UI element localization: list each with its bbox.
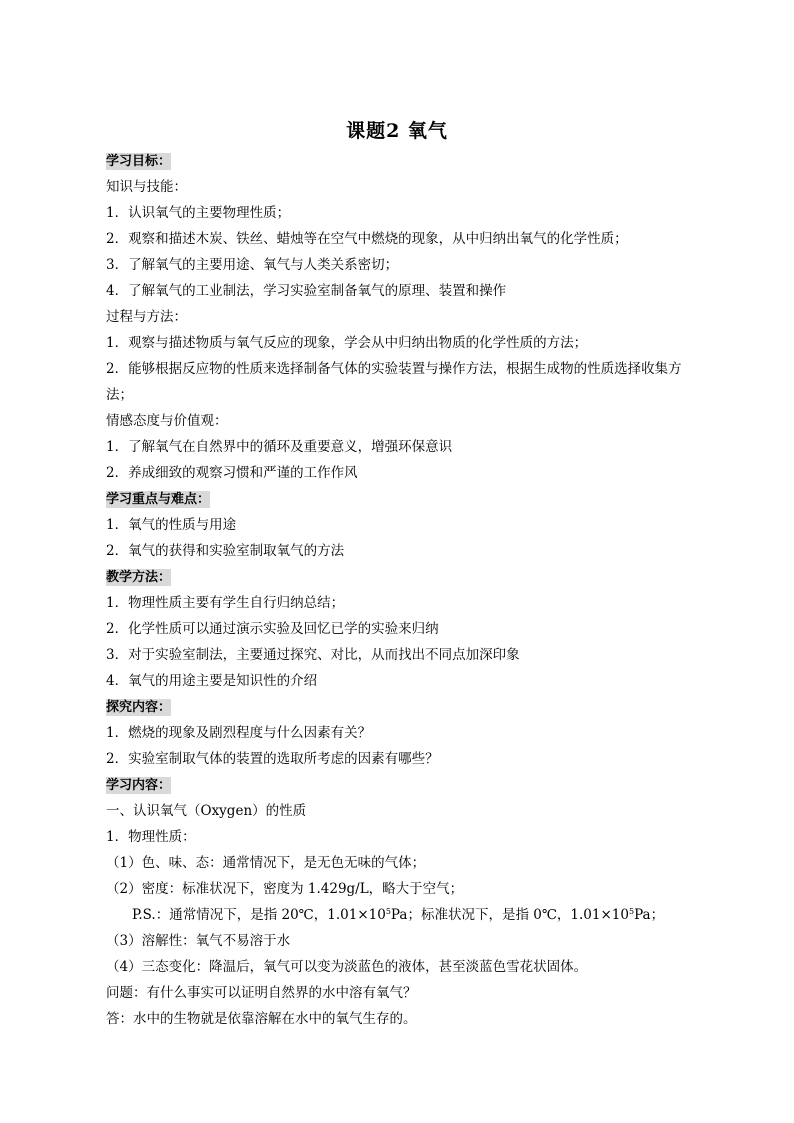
key-item: 1．氧气的性质与用途 <box>106 517 237 533</box>
explore-item: 2．实验室制取气体的装置的选取所考虑的因素有哪些？ <box>106 751 439 767</box>
attitude-item: 1．了解氧气在自然界中的循环及重要意义，增强环保意识 <box>106 439 453 455</box>
physical-properties-heading: 1．物理性质： <box>106 829 196 845</box>
subheading-attitude: 情感态度与价值观： <box>106 413 228 429</box>
knowledge-item: 2．观察和描述木炭、铁丝、蜡烛等在空气中燃烧的现象，从中归纳出氧气的化学性质； <box>106 231 628 247</box>
subheading-process: 过程与方法： <box>106 309 187 325</box>
attitude-item: 2．养成细致的观察习惯和严谨的工作作风 <box>106 465 358 481</box>
key-item: 2．氧气的获得和实验室制取氧气的方法 <box>106 543 345 559</box>
method-item: 3．对于实验室制法，主要通过探究、对比，从而找出不同点加深印象 <box>106 647 520 663</box>
document-body <box>106 148 704 1032</box>
question-text: 问题：有什么事实可以证明自然界的水中溶有氧气？ <box>106 985 417 1001</box>
method-item: 4．氧气的用途主要是知识性的介绍 <box>106 673 318 689</box>
property-item: （4）三态变化：降温后，氧气可以变为淡蓝色的液体，甚至淡蓝色雪花状固体。 <box>106 959 588 975</box>
method-item: 1．物理性质主要有学生自行归纳总结； <box>106 595 345 611</box>
section-heading-key-points: 学习重点与难点： <box>106 492 211 507</box>
knowledge-item: 4．了解氧气的工业制法，学习实验室制备氧气的原理、装置和操作 <box>106 283 507 299</box>
section-heading-objectives: 学习目标： <box>106 154 172 169</box>
subheading-knowledge: 知识与技能： <box>106 179 187 195</box>
section-heading-content: 学习内容： <box>106 778 172 793</box>
section-heading-explore: 探究内容： <box>106 700 172 715</box>
property-item: （3）溶解性：氧气不易溶于水 <box>106 933 291 949</box>
knowledge-item: 3．了解氧气的主要用途、氧气与人类关系密切； <box>106 257 399 273</box>
answer-text: 答：水中的生物就是依靠溶解在水中的氧气生存的。 <box>106 1011 417 1027</box>
process-item: 2．能够根据反应物的性质来选择制备气体的实验装置与操作方法，根据生成物的性质选择收集方法； <box>106 361 682 403</box>
explore-item: 1．燃烧的现象及剧烈程度与什么因素有关？ <box>106 725 372 741</box>
page-title: 课题2 氧气 <box>346 120 448 142</box>
property-item: （2）密度：标准状况下，密度为 1.429g/L，略大于空气； <box>106 881 464 897</box>
content-part-heading: 一、认识氧气（Oxygen）的性质 <box>106 803 307 819</box>
method-item: 2．化学性质可以通过演示实验及回忆已学的实验来归纳 <box>106 621 439 637</box>
process-item: 1．观察与描述物质与氧气反应的现象，学会从中归纳出物质的化学性质的方法； <box>106 335 588 351</box>
property-item: （1）色、味、态：通常情况下，是无色无味的气体； <box>106 855 426 871</box>
section-heading-methods: 教学方法： <box>106 570 172 585</box>
ps-note: P.S.：通常情况下，是指 20℃，$1.01\times 10^5Pa$；标准状况下，是指 0℃，$1.01\times 10^5Pa$； <box>132 907 665 923</box>
knowledge-item: 1．认识氧气的主要物理性质； <box>106 205 291 221</box>
